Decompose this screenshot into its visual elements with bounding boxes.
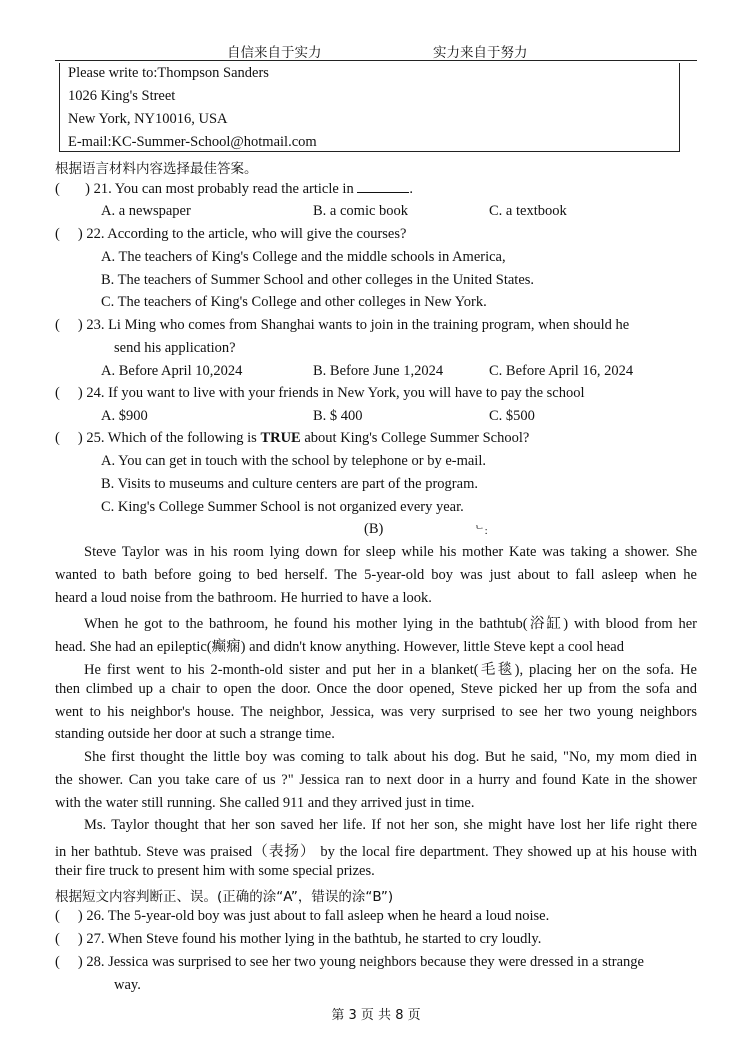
option-23-b: B. Before June 1,2024: [313, 363, 444, 379]
option-21-b: B. a comic book: [313, 203, 409, 219]
answer-paren-open: (: [55, 181, 60, 197]
passage-line-15: their fire truck to present him with some special prizes.: [55, 863, 375, 879]
question-24: ( ) 24. If you want to live with your friends in New York, you will have to pay the school: [55, 385, 585, 401]
address-line-3: New York, NY10016, USA: [68, 111, 228, 127]
question-22: ( ) 22. According to the article, who will give the courses?: [55, 226, 407, 242]
question-25: ( ) 25. Which of the following is TRUE about King's College Summer School?: [55, 430, 530, 446]
option-25-c: C. King's College Summer School is not organized every year.: [101, 499, 464, 515]
page-footer: 第 3 页 共 8 页: [331, 1008, 421, 1023]
option-24-b: B. $ 400: [313, 408, 363, 424]
header-left-motto: 自信来自于实力: [227, 45, 322, 61]
address-line-4: E-mail:KC-Summer-School@hotmail.com: [68, 134, 317, 150]
question-23-stem-1: 23. Li Ming who comes from Shanghai wants to join in the training program, when should he: [86, 317, 630, 333]
header-rule: [55, 60, 697, 61]
passage-line-2: wanted to bath before going to bed herself. The 5-year-old boy was just about to fall asleep when he: [55, 567, 697, 583]
passage-line-11: the shower. Can you take care of us ?" Jessica ran to next door in a hurry and found Kate in the shower: [55, 772, 697, 788]
option-24-a: A. $900: [101, 408, 148, 424]
question-25-emphasis: TRUE: [260, 430, 301, 446]
passage-line-14: in her bathtub. Steve was praised（表扬） by the local fire department. They showed up at his house with: [55, 844, 697, 860]
passage-line-9: standing outside her door at such a strange time.: [55, 726, 335, 742]
stray-mark: ᄂ:: [474, 525, 488, 537]
instruction-true-false: 根据短文内容判断正、误。(正确的涂“A”，错误的涂“B”): [55, 889, 394, 905]
passage-line-6: He first went to his 2-month-old sister and put her in a blanket(毛毯), placing her on the sofa. He: [84, 662, 697, 678]
question-26: ( ) 26. The 5-year-old boy was just about to fall asleep when he heard a loud noise.: [55, 908, 550, 924]
section-b-heading: (B): [364, 521, 384, 537]
option-21-c: C. a textbook: [489, 203, 567, 219]
question-27: ( ) 27. When Steve found his mother lying in the bathtub, he started to cry loudly.: [55, 931, 542, 947]
address-box: [59, 63, 680, 152]
option-25-b: B. Visits to museums and culture centers are part of the program.: [101, 476, 478, 492]
passage-line-10: She first thought the little boy was coming to talk about his dog. But he said, "No, my mom died in: [84, 749, 697, 765]
question-24-stem: 24. If you want to live with your friends in New York, you will have to pay the school: [86, 385, 585, 401]
address-line-2: 1026 King's Street: [68, 88, 176, 104]
question-21: [55, 180, 413, 198]
page-header: [0, 41, 752, 61]
question-28-stem-1: 28. Jessica was surprised to see her two young neighbors because they were dressed in a strange: [86, 954, 644, 970]
question-21-period: .: [409, 181, 413, 197]
answer-paren-close: ): [85, 181, 90, 197]
passage-line-13: Ms. Taylor thought that her son saved her life. If not her son, she might have lost her life right there: [84, 817, 697, 833]
passage-line-3: heard a loud noise from the bathroom. He hurried to have a look.: [55, 590, 432, 606]
option-22-c: C. The teachers of King's College and other colleges in New York.: [101, 294, 487, 310]
option-22-a: A. The teachers of King's College and the middle schools in America,: [101, 249, 506, 265]
question-25-stem-post: about King's College Summer School?: [304, 430, 530, 446]
instruction-choice: 根据语言材料内容选择最佳答案。: [55, 161, 258, 177]
passage-line-8: went to his neighbor's house. The neighbor, Jessica, was very surprised to see her two young neighbors: [55, 704, 697, 720]
question-25-stem-pre: 25. Which of the following is: [86, 430, 257, 446]
option-23-c: C. Before April 16, 2024: [489, 363, 634, 379]
option-21-a: A. a newspaper: [101, 203, 191, 219]
option-25-a: A. You can get in touch with the school by telephone or by e-mail.: [101, 453, 486, 469]
header-right-motto: 实力来自于努力: [433, 45, 528, 61]
option-23-a: A. Before April 10,2024: [101, 363, 243, 379]
passage-line-1: Steve Taylor was in his room lying down for sleep while his mother Kate was taking a shower. She: [84, 544, 697, 560]
option-24-c: C. $500: [489, 408, 535, 424]
question-26-stem: 26. The 5-year-old boy was just about to fall asleep when he heard a loud noise.: [86, 908, 550, 924]
option-22-b: B. The teachers of Summer School and other colleges in the United States.: [101, 272, 535, 288]
question-22-stem: 22. According to the article, who will give the courses?: [86, 226, 407, 242]
question-28-stem-2: way.: [114, 977, 141, 993]
passage-line-7: then climbed up a chair to open the door. Once the door opened, Steve picked her up from the sofa and: [55, 681, 697, 697]
address-line-1: Please write to:Thompson Sanders: [68, 65, 269, 81]
answer-blank: [357, 180, 409, 193]
question-28: ( ) 28. Jessica was surprised to see her two young neighbors because they were dressed in a strange: [55, 954, 644, 970]
question-21-stem: 21. You can most probably read the article in: [93, 181, 354, 197]
passage-line-4: When he got to the bathroom, he found his mother lying in the bathtub(浴缸) with blood from her: [84, 616, 697, 632]
question-23-stem-2: send his application?: [114, 340, 236, 356]
question-27-stem: 27. When Steve found his mother lying in the bathtub, he started to cry loudly.: [86, 931, 542, 947]
passage-line-12: with the water still running. She called 911 and they arrived just in time.: [55, 795, 475, 811]
passage-line-5: head. She had an epileptic(癫痫) and didn't know anything. However, little Steve kept a cool head: [55, 639, 624, 655]
question-23: ( ) 23. Li Ming who comes from Shanghai wants to join in the training program, when should he: [55, 317, 630, 333]
